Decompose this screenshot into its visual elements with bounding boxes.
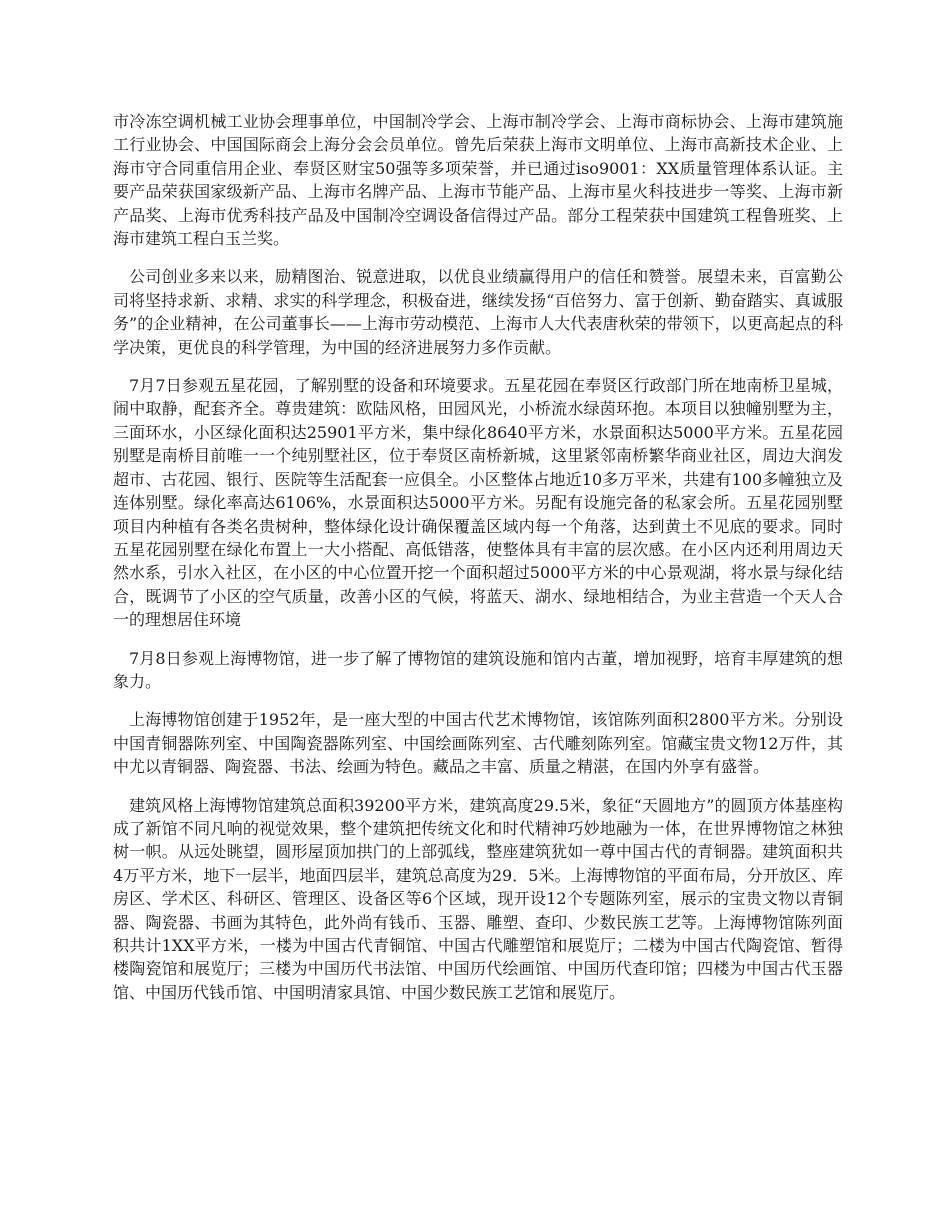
paragraph-company-outlook: 公司创业多来以来，励精图治、锐意进取，以优良业绩赢得用户的信任和赞誉。展望未来，百富勤公司将坚持求新、求精、求实的科学理念，积极奋进，继续发扬“百倍努力、富于创新、勤奋踏实、真诚服务”的企业精神，在公司董事长——上海市劳动模范、上海市人大代表唐秋荣的带领下，以更高起点的科学决策，更优良的科学管理，为中国的经济进展努力多作贡献。 — [113, 267, 843, 357]
paragraph-shanghai-museum-visit: 7月8日参观上海博物馆，进一步了解了博物馆的建筑设施和馆内古董，增加视野，培育丰厚建筑的想象力。 — [113, 648, 843, 691]
paragraph-company-honors: 市冷冻空调机械工业协会理事单位，中国制冷学会、上海市制冷学会、上海市商标协会、上海市建筑施工行业协会、中国国际商会上海分会会员单位。曾先后荣获上海市文明单位、上海市高新技术企业、上海市守合同重信用企业、奉贤区财宝50强等多项荣誉，并已通过iso9001：XX质量管理体系认证。主要产品荣获国家级新产品、上海市名牌产品、上海市节能产品、上海市星火科技进步一等奖、上海市新产品奖、上海市优秀科技产品及中国制冷空调设备信得过产品。部分工程荣获中国建筑工程鲁班奖、上海市建筑工程白玉兰奖。 — [113, 112, 843, 249]
document-page — [113, 110, 843, 1019]
paragraph-wuxing-garden-visit: 7月7日参观五星花园，了解别墅的设备和环境要求。五星花园在奉贤区行政部门所在地南桥卫星城，闹中取静，配套齐全。尊贵建筑：欧陆风格，田园风光，小桥流水绿茵环抱。本项目以独幢别墅为主，三面环水，小区绿化面积达25901平方米，集中绿化8640平方米，水景面积达5000平方米。五星花园别墅是南桥目前唯一一个纯别墅社区，位于奉贤区南桥新城，这里紧邻南桥繁华商业社区，周边大润发超市、古花园、银行、医院等生活配套一应俱全。小区整体占地近10多万平米，共建有100多幢独立及连体别墅。绿化率高达6106%，水景面积达5000平方米。另配有设施完备的私家会所。五星花园别墅项目内种植有各类名贵树种，整体绿化设计确保覆盖区域内每一个角落，达到黄土不见底的要求。同时五星花园别墅在绿化布置上一大小搭配、高低错落，使整体具有丰富的层次感。在小区内还利用周边天然水系，引水入社区，在小区的中心位置开挖一个面积超过5000平方米的中心景观湖，将水景与绿化结合，既调节了小区的空气质量，改善小区的气候，将蓝天、湖水、绿地相结合，为业主营造一个天人合一的理想居住环境 — [113, 376, 843, 630]
paragraph-shanghai-museum-history: 上海博物馆创建于1952年，是一座大型的中国古代艺术博物馆，该馆陈列面积2800平方米。分别设中国青铜器陈列室、中国陶瓷器陈列室、中国绘画陈列室、古代雕刻陈列室。馆藏宝贵文物12万件，其中尤以青铜器、陶瓷器、书法、绘画为特色。藏品之丰富、质量之精湛，在国内外享有盛誉。 — [113, 710, 843, 777]
paragraph-shanghai-museum-architecture: 建筑风格上海博物馆建筑总面积39200平方米，建筑高度29.5米，象征“天圆地方”的圆顶方体基座构成了新馆不同凡响的视觉效果，整个建筑把传统文化和时代精神巧妙地融为一体，在世界博物馆之林独树一帜。从远处眺望，圆形屋顶加拱门的上部弧线，整座建筑犹如一尊中国古代的青铜器。建筑面积共4万平方米，地下一层半，地面四层半，建筑总高度为29．5米。上海博物馆的平面布局，分开放区、库房区、学术区、科研区、管理区、设备区等6个区域，现开设12个专题陈列室，展示的宝贵文物以青铜器、陶瓷器、书画为其特色，此外尚有钱币、玉器、雕塑、查印、少数民族工艺等。上海博物馆陈列面积共计1XX平方米，一楼为中国古代青铜馆、中国古代雕塑馆和展览厅；二楼为中国古代陶瓷馆、暂得楼陶瓷馆和展览厅；三楼为中国历代书法馆、中国历代绘画馆、中国历代查印馆；四楼为中国古代玉器馆、中国历代钱币馆、中国明清家具馆、中国少数民族工艺馆和展览厅。 — [113, 795, 843, 1002]
